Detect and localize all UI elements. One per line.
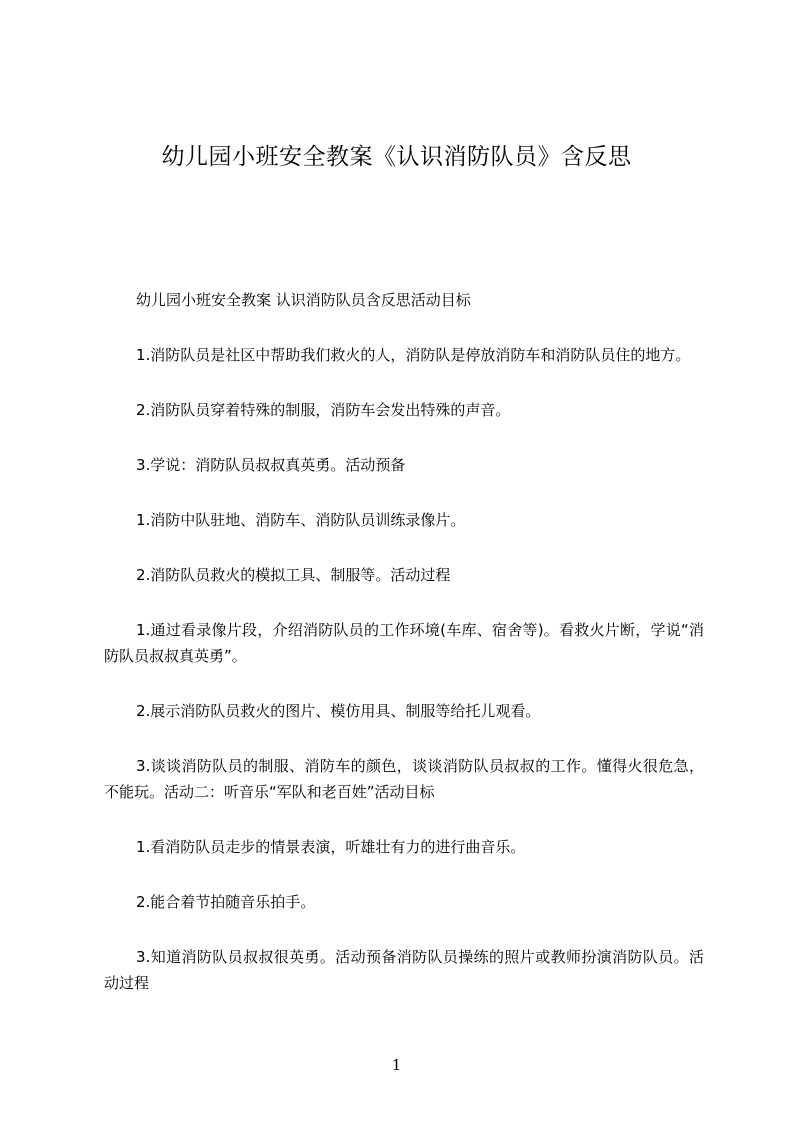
paragraph-process-2: 2.展示消防队员救火的图片、模仿用具、制服等给托儿观看。 (136, 702, 541, 720)
document-title: 幼儿园小班安全教案《认识消防队员》含反思 (161, 144, 632, 170)
paragraph-goal-3: 3.学说：消防队员叔叔真英勇。活动预备 (136, 456, 406, 474)
paragraph-goal-2: 2.消防队员穿着特殊的制服，消防车会发出特殊的声音。 (136, 401, 511, 419)
paragraph-prep-1: 1.消防中队驻地、消防车、消防队员训练录像片。 (136, 511, 466, 529)
paragraph-process-1: 1.通过看录像片段，介绍消防队员的工作环境(车库、宿舍等)。看救火片断，学说“消防队员叔叔真英勇”。 (104, 621, 704, 665)
paragraph-section-heading: 幼儿园小班安全教案 认识消防队员含反思活动目标 (136, 291, 471, 309)
paragraph-activity2-goal-2: 2.能合着节拍随音乐拍手。 (136, 893, 316, 911)
paragraph-activity2-goal-3: 3.知道消防队员叔叔很英勇。活动预备消防队员操练的照片或教师扮演消防队员。活动过程 (104, 948, 704, 992)
document-body (104, 287, 704, 1025)
paragraph-goal-1: 1.消防队员是社区中帮助我们救火的人，消防队是停放消防车和消防队员住的地方。 (136, 346, 691, 364)
page-number: 1 (391, 1056, 402, 1074)
paragraph-activity2-goal-1: 1.看消防队员走步的情景表演，听雄壮有力的进行曲音乐。 (136, 838, 526, 856)
paragraph-prep-2: 2.消防队员救火的模拟工具、制服等。活动过程 (136, 566, 451, 584)
paragraph-process-3: 3.谈谈消防队员的制服、消防车的颜色，谈谈消防队员叔叔的工作。懂得火很危急，不能玩。活动二：听音乐“军队和老百姓”活动目标 (104, 757, 704, 801)
